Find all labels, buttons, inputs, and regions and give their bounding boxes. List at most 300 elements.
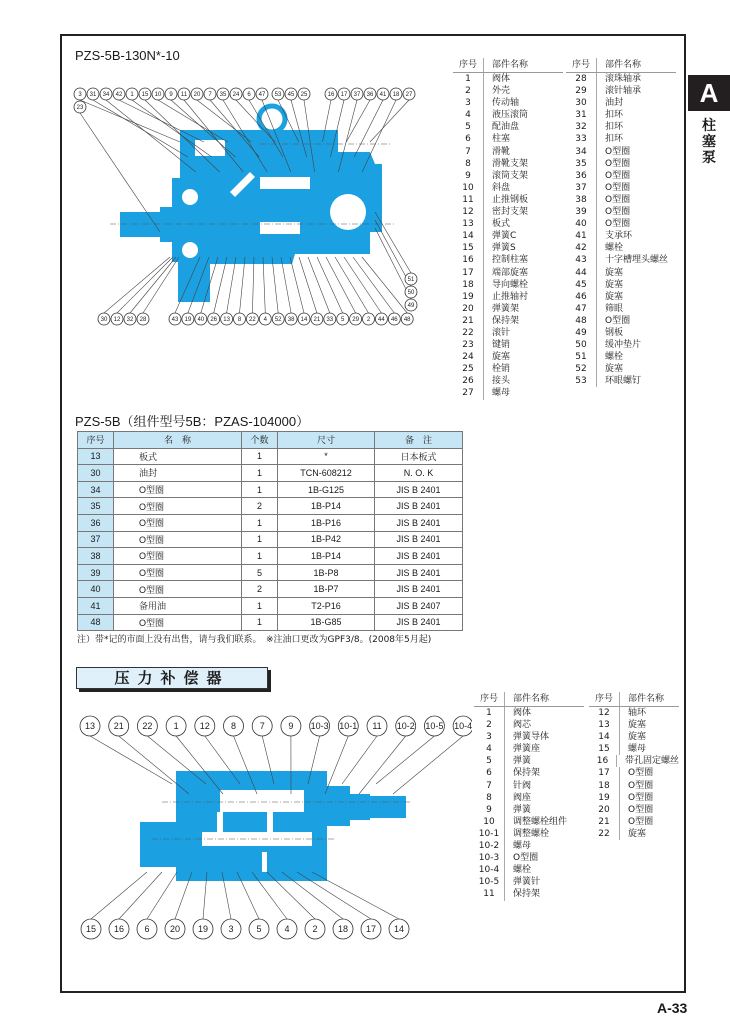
leader-line [317, 257, 343, 313]
list-item [474, 852, 584, 864]
callout-number: 10-3 [310, 721, 329, 732]
cell-remark: N. O. K [375, 465, 463, 482]
list-item [566, 146, 676, 158]
table-row [78, 564, 463, 581]
list-item [589, 743, 679, 755]
part-name: 弹簧 [513, 804, 532, 815]
part-name: 键销 [492, 340, 511, 351]
part-number: 37 [566, 182, 597, 194]
part-name: 端部旋塞 [492, 267, 529, 278]
part-name: 扣环 [605, 110, 624, 121]
callout-number: 53 [274, 92, 282, 99]
part-name: 传动轴 [492, 98, 520, 109]
leader-line [119, 736, 189, 794]
cell-remark: JIS B 2407 [375, 597, 463, 614]
list-item [566, 170, 676, 182]
cell-remark: JIS B 2401 [375, 581, 463, 598]
part-number: 12 [453, 206, 484, 218]
callout [285, 88, 297, 100]
cell-name: 板式 [114, 448, 242, 465]
callout [333, 919, 353, 939]
cell-name: 备用油 [114, 597, 242, 614]
callout [152, 88, 164, 100]
callout [111, 313, 123, 325]
part-name: 螺母 [513, 841, 532, 852]
leader-line [240, 257, 246, 313]
list-item [566, 109, 676, 121]
table-row [78, 498, 463, 515]
parts-list-header [589, 692, 679, 707]
leader-line [312, 872, 399, 919]
part-number: 16 [453, 254, 484, 266]
kit-title: PZS-5B（组件型号5B：PZAS-104000） [75, 414, 310, 429]
cell-name: O型圈 [114, 614, 242, 631]
callout-number: 21 [113, 721, 124, 732]
callout [137, 919, 157, 939]
list-item [474, 804, 584, 816]
header-remark: 备 注 [375, 432, 463, 449]
list-item [453, 339, 563, 351]
callout [217, 88, 229, 100]
callout-number: 10-4 [454, 721, 472, 732]
list-item [566, 339, 676, 351]
part-number: 10-5 [474, 876, 505, 888]
list-item [566, 375, 676, 387]
callout-number: 10-5 [425, 721, 444, 732]
list-item [453, 194, 563, 206]
part-number: 7 [453, 146, 484, 158]
callout [182, 313, 194, 325]
table-row [78, 481, 463, 498]
part-number: 42 [566, 242, 597, 254]
part-number: 49 [566, 327, 597, 339]
part-number: 12 [589, 707, 620, 719]
part-number: 13 [453, 218, 484, 230]
part-name: 柱塞 [492, 134, 511, 145]
callout [80, 716, 100, 736]
callout [281, 716, 301, 736]
table-row [78, 531, 463, 548]
part-name: 旋塞 [628, 828, 647, 839]
part-number: 21 [589, 816, 620, 828]
callout-number: 42 [115, 92, 123, 99]
header-name: 部件名称 [513, 694, 550, 704]
part-name: O型圈 [628, 804, 654, 815]
table-row [78, 448, 463, 465]
callout [252, 716, 272, 736]
part-name: 滑靴支架 [492, 158, 529, 169]
part-number: 10-4 [474, 864, 505, 876]
part-name: 筛眼 [605, 303, 624, 314]
part-number: 34 [566, 146, 597, 158]
callout [74, 101, 86, 113]
part-name: O型圈 [605, 182, 631, 193]
callout-number: 33 [326, 317, 334, 324]
leader-line [325, 736, 348, 794]
part-name: 止推钢板 [492, 194, 529, 205]
callout-number: 6 [144, 924, 150, 935]
list-item [453, 242, 563, 254]
part-name: O型圈 [605, 146, 631, 157]
callout-number: 19 [197, 924, 209, 935]
section-tab: A [688, 75, 730, 111]
callout-number: 10-2 [396, 721, 415, 732]
callout [221, 313, 233, 325]
pump-body-shape [110, 106, 395, 302]
callout-number: 5 [341, 317, 345, 324]
callout-number: 26 [210, 317, 218, 324]
list-item [474, 719, 584, 731]
callout-number: 36 [366, 92, 374, 99]
leader-line [353, 257, 394, 313]
callout-number: 13 [84, 721, 96, 732]
list-item [589, 804, 679, 816]
cell-no: 41 [78, 597, 114, 614]
callout-number: 31 [89, 92, 97, 99]
part-number: 23 [453, 339, 484, 351]
header-no: 序号 [589, 692, 620, 706]
list-item [453, 351, 563, 363]
pump-parts-list-right [566, 58, 676, 387]
cell-remark: JIS B 2401 [375, 481, 463, 498]
leader-line [227, 257, 236, 313]
part-number: 8 [453, 158, 484, 170]
part-number: 25 [453, 363, 484, 375]
callout-number: 46 [390, 317, 398, 324]
callout-number: 17 [365, 924, 377, 935]
part-name: 支承环 [605, 231, 633, 242]
cell-qty: 2 [242, 498, 278, 515]
callout-number: 16 [327, 92, 335, 99]
list-item [566, 363, 676, 375]
header-name: 部件名称 [605, 60, 642, 70]
part-name: 扣环 [605, 122, 624, 133]
part-number: 6 [474, 767, 505, 779]
part-number: 10-1 [474, 828, 505, 840]
category-char: 塞 [702, 134, 716, 150]
list-item [453, 279, 563, 291]
part-name: 弹簧座 [513, 744, 541, 755]
header-no: 序号 [474, 692, 505, 706]
cell-no: 37 [78, 531, 114, 548]
list-item [566, 206, 676, 218]
callout [243, 88, 255, 100]
cell-qty: 1 [242, 614, 278, 631]
callout-number: 50 [407, 290, 415, 297]
cell-qty: 1 [242, 597, 278, 614]
list-item [566, 303, 676, 315]
callout [249, 919, 269, 939]
callout [424, 716, 444, 736]
cell-remark: JIS B 2401 [375, 564, 463, 581]
cell-no: 48 [78, 614, 114, 631]
header-size: 尺寸 [278, 432, 375, 449]
list-item [566, 158, 676, 170]
part-number: 20 [453, 303, 484, 315]
list-item [453, 85, 563, 97]
callout-number: 48 [403, 317, 411, 324]
callout [256, 88, 268, 100]
callout [98, 313, 110, 325]
part-number: 14 [589, 731, 620, 743]
callout-number: 20 [193, 92, 201, 99]
list-item [453, 182, 563, 194]
pump-model-title: PZS-5B-130N*-10 [75, 48, 180, 63]
leader-line [252, 257, 254, 313]
callout-number: 49 [407, 303, 415, 310]
callout [100, 88, 112, 100]
list-item [453, 206, 563, 218]
list-item [566, 97, 676, 109]
part-number: 2 [474, 719, 505, 731]
header-no: 序号 [78, 432, 114, 449]
list-item [453, 121, 563, 133]
part-number: 29 [566, 85, 597, 97]
callout-number: 10 [154, 92, 162, 99]
part-name: O型圈 [513, 853, 539, 864]
part-number: 10-3 [474, 852, 505, 864]
part-number: 28 [566, 73, 597, 85]
part-name: 板式 [492, 219, 511, 230]
callout [259, 313, 271, 325]
callout-number: 2 [366, 317, 371, 324]
part-number: 31 [566, 109, 597, 121]
parts-list-header [453, 58, 563, 73]
part-name: 保持架 [513, 889, 541, 900]
cell-name: O型圈 [114, 531, 242, 548]
callout [208, 313, 220, 325]
part-number: 53 [566, 375, 597, 387]
part-name: O型圈 [628, 816, 654, 827]
part-name: 栓销 [492, 364, 511, 375]
part-name: 扣环 [605, 134, 624, 145]
part-name: 带孔固定螺丝 [624, 756, 679, 767]
leader-line [344, 257, 381, 313]
callout-number: 23 [76, 105, 84, 112]
cell-no: 36 [78, 514, 114, 531]
list-item [453, 315, 563, 327]
callout [166, 716, 186, 736]
list-item [589, 780, 679, 792]
callout-number: 35 [219, 92, 227, 99]
compensator-section-title: 压力补偿器 [76, 667, 268, 689]
part-number: 11 [474, 888, 505, 900]
callout [81, 919, 101, 939]
part-number: 17 [453, 267, 484, 279]
part-number: 4 [453, 109, 484, 121]
table-row [78, 614, 463, 631]
callout [377, 88, 389, 100]
callout-number: 14 [300, 317, 308, 324]
cell-size: 1B-G125 [278, 481, 375, 498]
list-item [589, 792, 679, 804]
callout [325, 88, 337, 100]
parts-list-header [566, 58, 676, 73]
leader-line [362, 100, 396, 172]
part-name: 保持架 [492, 315, 520, 326]
list-item [453, 170, 563, 182]
part-number: 21 [453, 315, 484, 327]
callout [169, 313, 181, 325]
compensator-parts-list-left [474, 692, 584, 901]
part-number: 40 [566, 218, 597, 230]
cell-size: T2-P16 [278, 597, 375, 614]
callout [87, 88, 99, 100]
part-name: 针阀 [513, 780, 532, 791]
cell-size: 1B-P14 [278, 498, 375, 515]
part-number: 10 [474, 816, 505, 828]
cell-qty: 2 [242, 581, 278, 598]
list-item [566, 121, 676, 133]
part-number: 32 [566, 121, 597, 133]
list-item [453, 387, 563, 399]
cell-qty: 1 [242, 531, 278, 548]
part-number: 2 [453, 85, 484, 97]
part-name: 滑靴 [492, 146, 511, 157]
cell-size: TCN-608212 [278, 465, 375, 482]
part-name: 滚针轴承 [605, 86, 642, 97]
seal-kit-table [77, 431, 463, 631]
part-number: 9 [453, 170, 484, 182]
list-item [474, 828, 584, 840]
part-name: 液压滚筒 [492, 110, 529, 121]
list-item [566, 254, 676, 266]
callout [193, 919, 213, 939]
part-name: O型圈 [628, 780, 654, 791]
callout [285, 313, 297, 325]
callout [338, 88, 350, 100]
part-number: 4 [474, 743, 505, 755]
callout-number: 52 [274, 317, 282, 324]
callout [367, 716, 387, 736]
part-name: 弹簧导体 [513, 732, 550, 743]
callout-number: 24 [232, 92, 240, 99]
callout-number: 29 [352, 317, 359, 324]
list-item [453, 146, 563, 158]
part-number: 24 [453, 351, 484, 363]
part-name: 滚针 [492, 327, 511, 338]
table-row [78, 581, 463, 598]
part-name: 轴环 [628, 708, 647, 718]
callout [195, 716, 215, 736]
cell-remark: JIS B 2401 [375, 614, 463, 631]
leader-line [362, 257, 407, 313]
list-item [453, 97, 563, 109]
list-item [453, 158, 563, 170]
callout [350, 313, 362, 325]
leader-line [90, 736, 172, 784]
callout-number: 51 [407, 277, 415, 284]
list-item [453, 73, 563, 85]
part-name: O型圈 [628, 792, 654, 803]
callout [165, 88, 177, 100]
leader-line [393, 736, 463, 794]
callout-number: 27 [405, 92, 413, 99]
pump-cross-section-diagram [70, 82, 440, 332]
cell-name: O型圈 [114, 498, 242, 515]
list-item [566, 327, 676, 339]
part-number: 38 [566, 194, 597, 206]
callout-number: 43 [171, 317, 179, 324]
part-name: 阀芯 [513, 720, 532, 731]
callout [390, 88, 402, 100]
callout-number: 9 [288, 721, 294, 732]
list-item [566, 242, 676, 254]
part-name: 环眼螺钉 [605, 376, 642, 387]
cell-size: 1B-P7 [278, 581, 375, 598]
list-item [566, 133, 676, 145]
part-name: 滚筒支架 [492, 170, 529, 181]
part-number: 45 [566, 279, 597, 291]
callout [139, 88, 151, 100]
list-item [474, 816, 584, 828]
part-name: O型圈 [605, 219, 631, 230]
cell-no: 40 [78, 581, 114, 598]
part-name: 螺栓 [605, 352, 624, 363]
part-name: 阀座 [513, 792, 532, 803]
list-item [453, 218, 563, 230]
callout-number: 34 [102, 92, 110, 99]
cell-size: 1B-G85 [278, 614, 375, 631]
leader-line [346, 100, 370, 142]
callout-number: 37 [353, 92, 361, 99]
callout [204, 88, 216, 100]
cell-size: 1B-P14 [278, 548, 375, 565]
part-number: 22 [589, 828, 620, 840]
leader-line [147, 872, 177, 919]
part-name: 斜盘 [492, 182, 511, 193]
header-name: 名 称 [114, 432, 242, 449]
callout [389, 919, 409, 939]
list-item [474, 707, 584, 719]
list-item [474, 888, 584, 900]
callout-number: 7 [208, 92, 212, 99]
list-item [453, 133, 563, 145]
list-item [453, 363, 563, 375]
cell-remark: JIS B 2401 [375, 548, 463, 565]
list-item [453, 267, 563, 279]
callout-number: 16 [113, 924, 125, 935]
header-name: 部件名称 [628, 694, 665, 704]
cell-no: 35 [78, 498, 114, 515]
callout-number: 30 [100, 317, 108, 324]
header-name: 部件名称 [492, 60, 529, 70]
part-name: 保持架 [513, 768, 541, 779]
part-name: 弹簧S [492, 243, 516, 254]
part-number: 13 [589, 719, 620, 731]
callout-number: 41 [379, 92, 387, 99]
table-row [78, 597, 463, 614]
part-name: 十字槽埋头螺丝 [605, 255, 669, 266]
cell-no: 39 [78, 564, 114, 581]
callout-number: 12 [199, 721, 210, 732]
part-number: 1 [453, 73, 484, 85]
list-item [589, 767, 679, 779]
cell-remark: JIS B 2401 [375, 531, 463, 548]
list-item [589, 731, 679, 743]
cell-qty: 1 [242, 465, 278, 482]
leader-line [93, 100, 188, 157]
part-name: 旋塞 [605, 267, 624, 278]
table-row [78, 548, 463, 565]
callout-number: 28 [139, 317, 147, 324]
part-number: 16 [589, 755, 617, 767]
cell-no: 13 [78, 448, 114, 465]
cell-size: 1B-P42 [278, 531, 375, 548]
callout-number: 18 [392, 92, 400, 99]
callout-number: 3 [78, 92, 82, 99]
cell-name: O型圈 [114, 581, 242, 598]
